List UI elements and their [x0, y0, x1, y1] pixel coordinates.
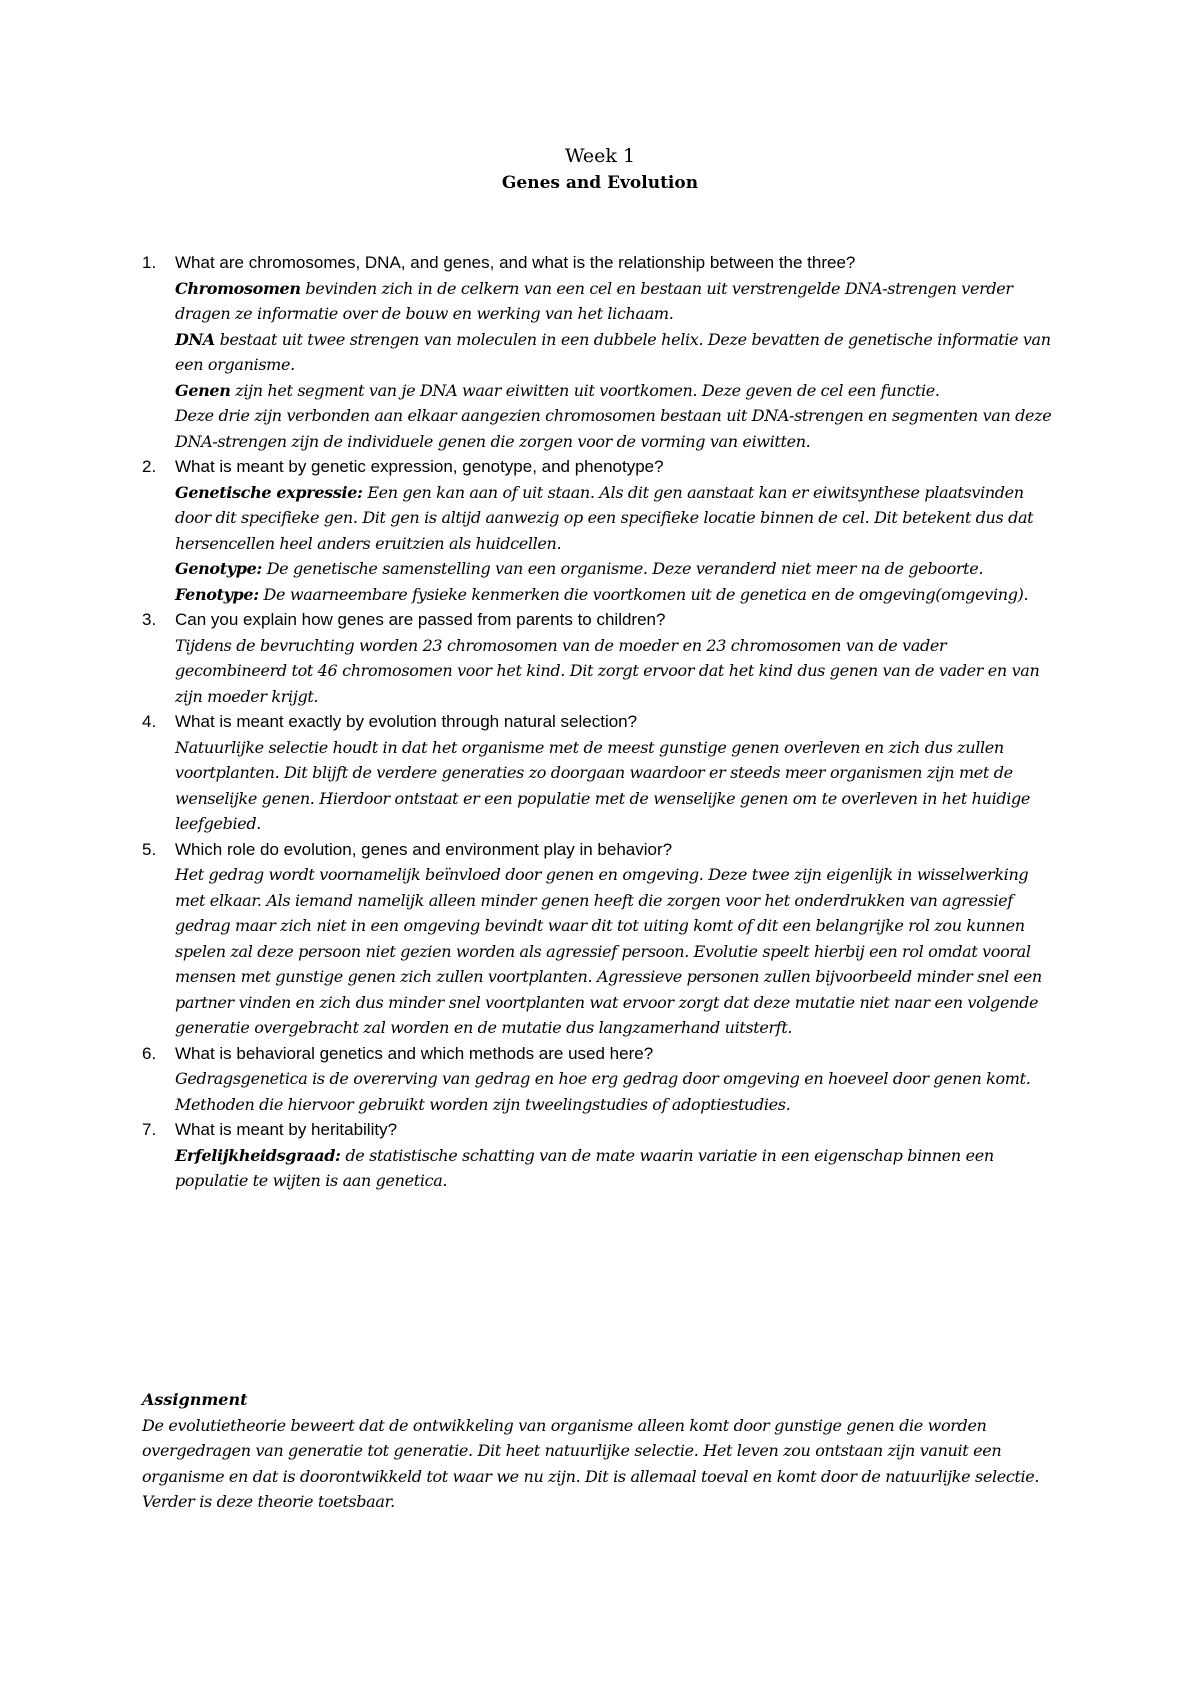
- question-text: What is meant by genetic expression, genotype, and phenotype?: [175, 457, 664, 476]
- question-item-2: [142, 454, 1055, 607]
- document-subtitle: Genes and Evolution: [501, 173, 699, 193]
- answer-term: Fenotype:: [175, 584, 259, 604]
- document-header: [0, 142, 1200, 196]
- answer-paragraph: Het gedrag wordt voornamelijk beïnvloed door genen en omgeving. Deze twee zijn eigenlijk in wisselwerking met elkaar. Als iemand namelijk alleen minder genen heeft die zorgen voor het onderdrukken van agressief gedrag maar zich niet in een omgeving bevindt waar dit tot uiting komt of dit een belangrijke rol zou kunnen spelen zal deze persoon niet gezien worden als agressief persoon. Evolutie speelt hierbij een rol omdat vooral mensen met gunstige genen zich zullen voortplanten. Agressieve personen zullen bijvoorbeeld minder snel een partner vinden en zich dus minder snel voortplanten wat ervoor zorgt dat deze mutatie niet naar een volgende generatie overgebracht zal worden en de mutatie dus langzamerhand uitsterft.: [175, 865, 1042, 1037]
- answer-paragraph: Gedragsgenetica is de overerving van gedrag en hoe erg gedrag door omgeving en hoeveel door genen komt.: [175, 1069, 1031, 1088]
- answer-text: de statistische schatting van de mate waarin variatie in een eigenschap binnen een populatie te wijten is aan genetica.: [175, 1145, 994, 1190]
- question-number: 1.: [142, 253, 157, 272]
- question-item-3: [142, 607, 1055, 709]
- question-text: What is meant by heritability?: [175, 1120, 398, 1139]
- question-item-1: [142, 250, 1055, 454]
- question-item-6: [142, 1041, 1055, 1118]
- question-item-5: [142, 837, 1055, 1041]
- answer-text: bestaat uit twee strengen van moleculen in een dubbele helix. Deze bevatten de genetische informatie van een organisme.: [175, 329, 1051, 374]
- answer-paragraph: [175, 276, 1055, 327]
- answer-paragraph: [175, 480, 1055, 557]
- answer-paragraph: [175, 556, 1055, 582]
- answer-term: Erfelijkheidsgraad:: [175, 1145, 341, 1165]
- answer-term: Genotype:: [175, 559, 262, 578]
- answer-text: De waarneembare fysieke kenmerken die voortkomen uit de genetica en de omgeving(omgeving).: [258, 584, 1029, 604]
- answer-paragraph: [175, 582, 1055, 608]
- question-item-4: [142, 709, 1055, 837]
- answer-paragraph: Natuurlijke selectie houdt in dat het organisme met de meest gunstige genen overleven en zich dus zullen voortplanten. Dit blijft de verdere generaties zo doorgaan waardoor er steeds meer organismen zijn met de wenselijke genen. Hierdoor ontstaat er een populatie met de wenselijke genen om te overleven in het huidige leefgebied.: [175, 737, 1031, 833]
- answer-text: zijn het segment van je DNA waar eiwitten uit voortkomen. Deze geven de cel een functie.: [230, 380, 940, 400]
- question-text: What are chromosomes, DNA, and genes, and what is the relationship between the three?: [175, 253, 856, 272]
- answer-text: Een gen kan aan of uit staan. Als dit gen aanstaat kan er eiwitsynthese plaatsvinden door dit specifieke gen. Dit gen is altijd aanwezig op een specifieke locatie binnen de cel. Dit betekent dus dat hersencellen heel anders eruitzien als huidcellen.: [175, 482, 1034, 553]
- answer-term: Chromosomen: [175, 278, 301, 298]
- question-number: 2.: [142, 457, 157, 476]
- answer-text: bevinden zich in de celkern van een cel en bestaan uit verstrengelde DNA-strengen verder dragen ze informatie over de bouw en werking van het lichaam.: [175, 278, 1013, 323]
- assignment-text: De evolutietheorie beweert dat de ontwikkeling van organisme alleen komt door gunstige genen die worden overgedragen van generatie tot generatie. Dit heet natuurlijke selectie. Het leven zou ontstaan zijn vanuit een organisme en dat is doorontwikkeld tot waar we nu zijn. Dit is allemaal toeval en komt door de natuurlijke selectie. Verder is deze theorie toetsbaar.: [142, 1415, 1040, 1511]
- assignment-section: [142, 1387, 1062, 1515]
- question-number: 5.: [142, 839, 157, 859]
- answer-paragraph: [175, 327, 1055, 378]
- question-text: Can you explain how genes are passed from parents to children?: [175, 610, 666, 629]
- answer-paragraph: Methoden die hiervoor gebruikt worden zijn tweelingstudies of adoptiestudies.: [175, 1094, 791, 1114]
- question-item-7: [142, 1117, 1055, 1194]
- question-number: 4.: [142, 712, 157, 731]
- question-text: What is meant exactly by evolution through natural selection?: [175, 712, 638, 731]
- answer-text: De genetische samenstelling van een organisme. Deze veranderd niet meer na de geboorte.: [261, 559, 984, 578]
- question-text: Which role do evolution, genes and environment play in behavior?: [175, 839, 673, 859]
- week-title: Week 1: [564, 145, 636, 167]
- question-list: [142, 250, 1055, 1194]
- question-number: 3.: [142, 610, 157, 629]
- assignment-title: Assignment: [142, 1390, 248, 1409]
- question-text: What is behavioral genetics and which methods are used here?: [175, 1043, 654, 1063]
- answer-paragraph: Deze drie zijn verbonden aan elkaar aangezien chromosomen bestaan uit DNA-strengen en segmenten van deze DNA-strengen zijn de individuele genen die zorgen voor de vorming van eiwitten.: [175, 406, 1052, 451]
- answer-paragraph: [175, 1143, 1055, 1194]
- question-number: 7.: [142, 1120, 157, 1139]
- answer-term: Genen: [175, 380, 231, 400]
- answer-paragraph: [175, 378, 1055, 404]
- answer-paragraph: Tijdens de bevruchting worden 23 chromosomen van de moeder en 23 chromosomen van de vader gecombineerd tot 46 chromosomen voor het kind. Dit zorgt ervoor dat het kind dus genen van de vader en van zijn moeder krijgt.: [175, 635, 1040, 706]
- answer-term: Genetische expressie:: [175, 482, 363, 502]
- answer-term: DNA: [175, 329, 215, 349]
- question-number: 6.: [142, 1043, 157, 1063]
